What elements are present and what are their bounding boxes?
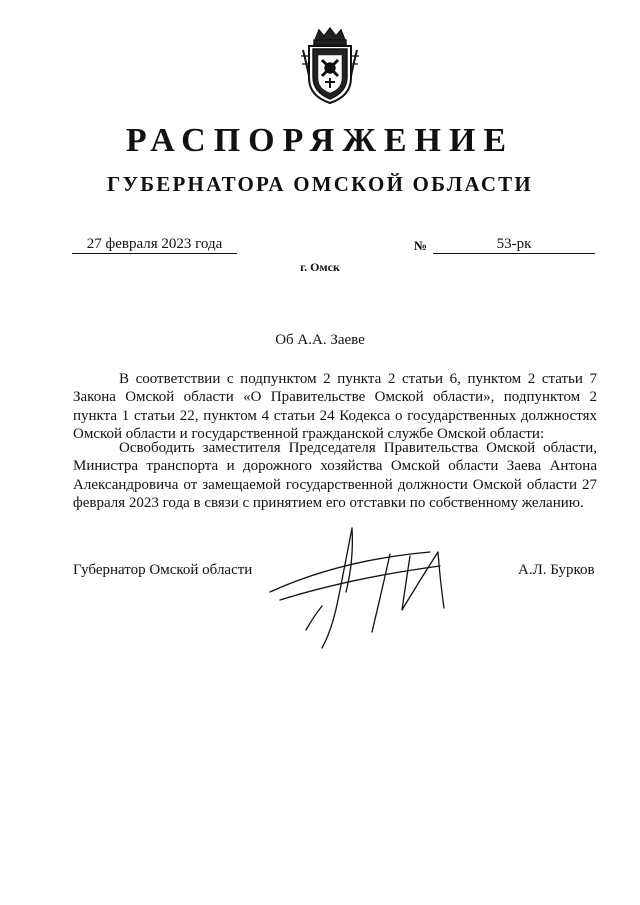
body-paragraph-1: В соответствии с подпунктом 2 пункта 2 статьи 6, пунктом 2 статьи 7 Закона Омской области «О Правительстве Омской области», подпунктом 2 пункта 1 статьи 22, пунктом 4 статьи 24 Кодекса о государственных должностях Омской области и государственной гражданской службе Омской области: [73,371,597,442]
document-number: 53-рк [433,236,595,254]
number-label: № [414,238,428,253]
document-date: 27 февраля 2023 года [72,236,237,254]
handwritten-signature-icon [250,520,490,660]
signer-title: Губернатор Омской области [73,562,253,578]
document-subject: Об А.А. Заеве [275,332,365,348]
issuer-heading: ГУБЕРНАТОРА ОМСКОЙ ОБЛАСТИ [107,172,533,196]
body-paragraph-2: Освободить заместителя Председателя Правительства Омской области, Министра транспорта и дорожного хозяйства Омской области Заева Антона Александровича от замещаемой государственной должности Омской области 27 февраля 2023 года в связи с принятием его отставки по собственному желанию. [73,440,597,511]
document-type-heading: РАСПОРЯЖЕНИЕ [125,122,515,159]
city: г. Омск [300,260,340,274]
signer-name: А.Л. Бурков [518,562,595,578]
coat-of-arms-icon [299,26,361,106]
